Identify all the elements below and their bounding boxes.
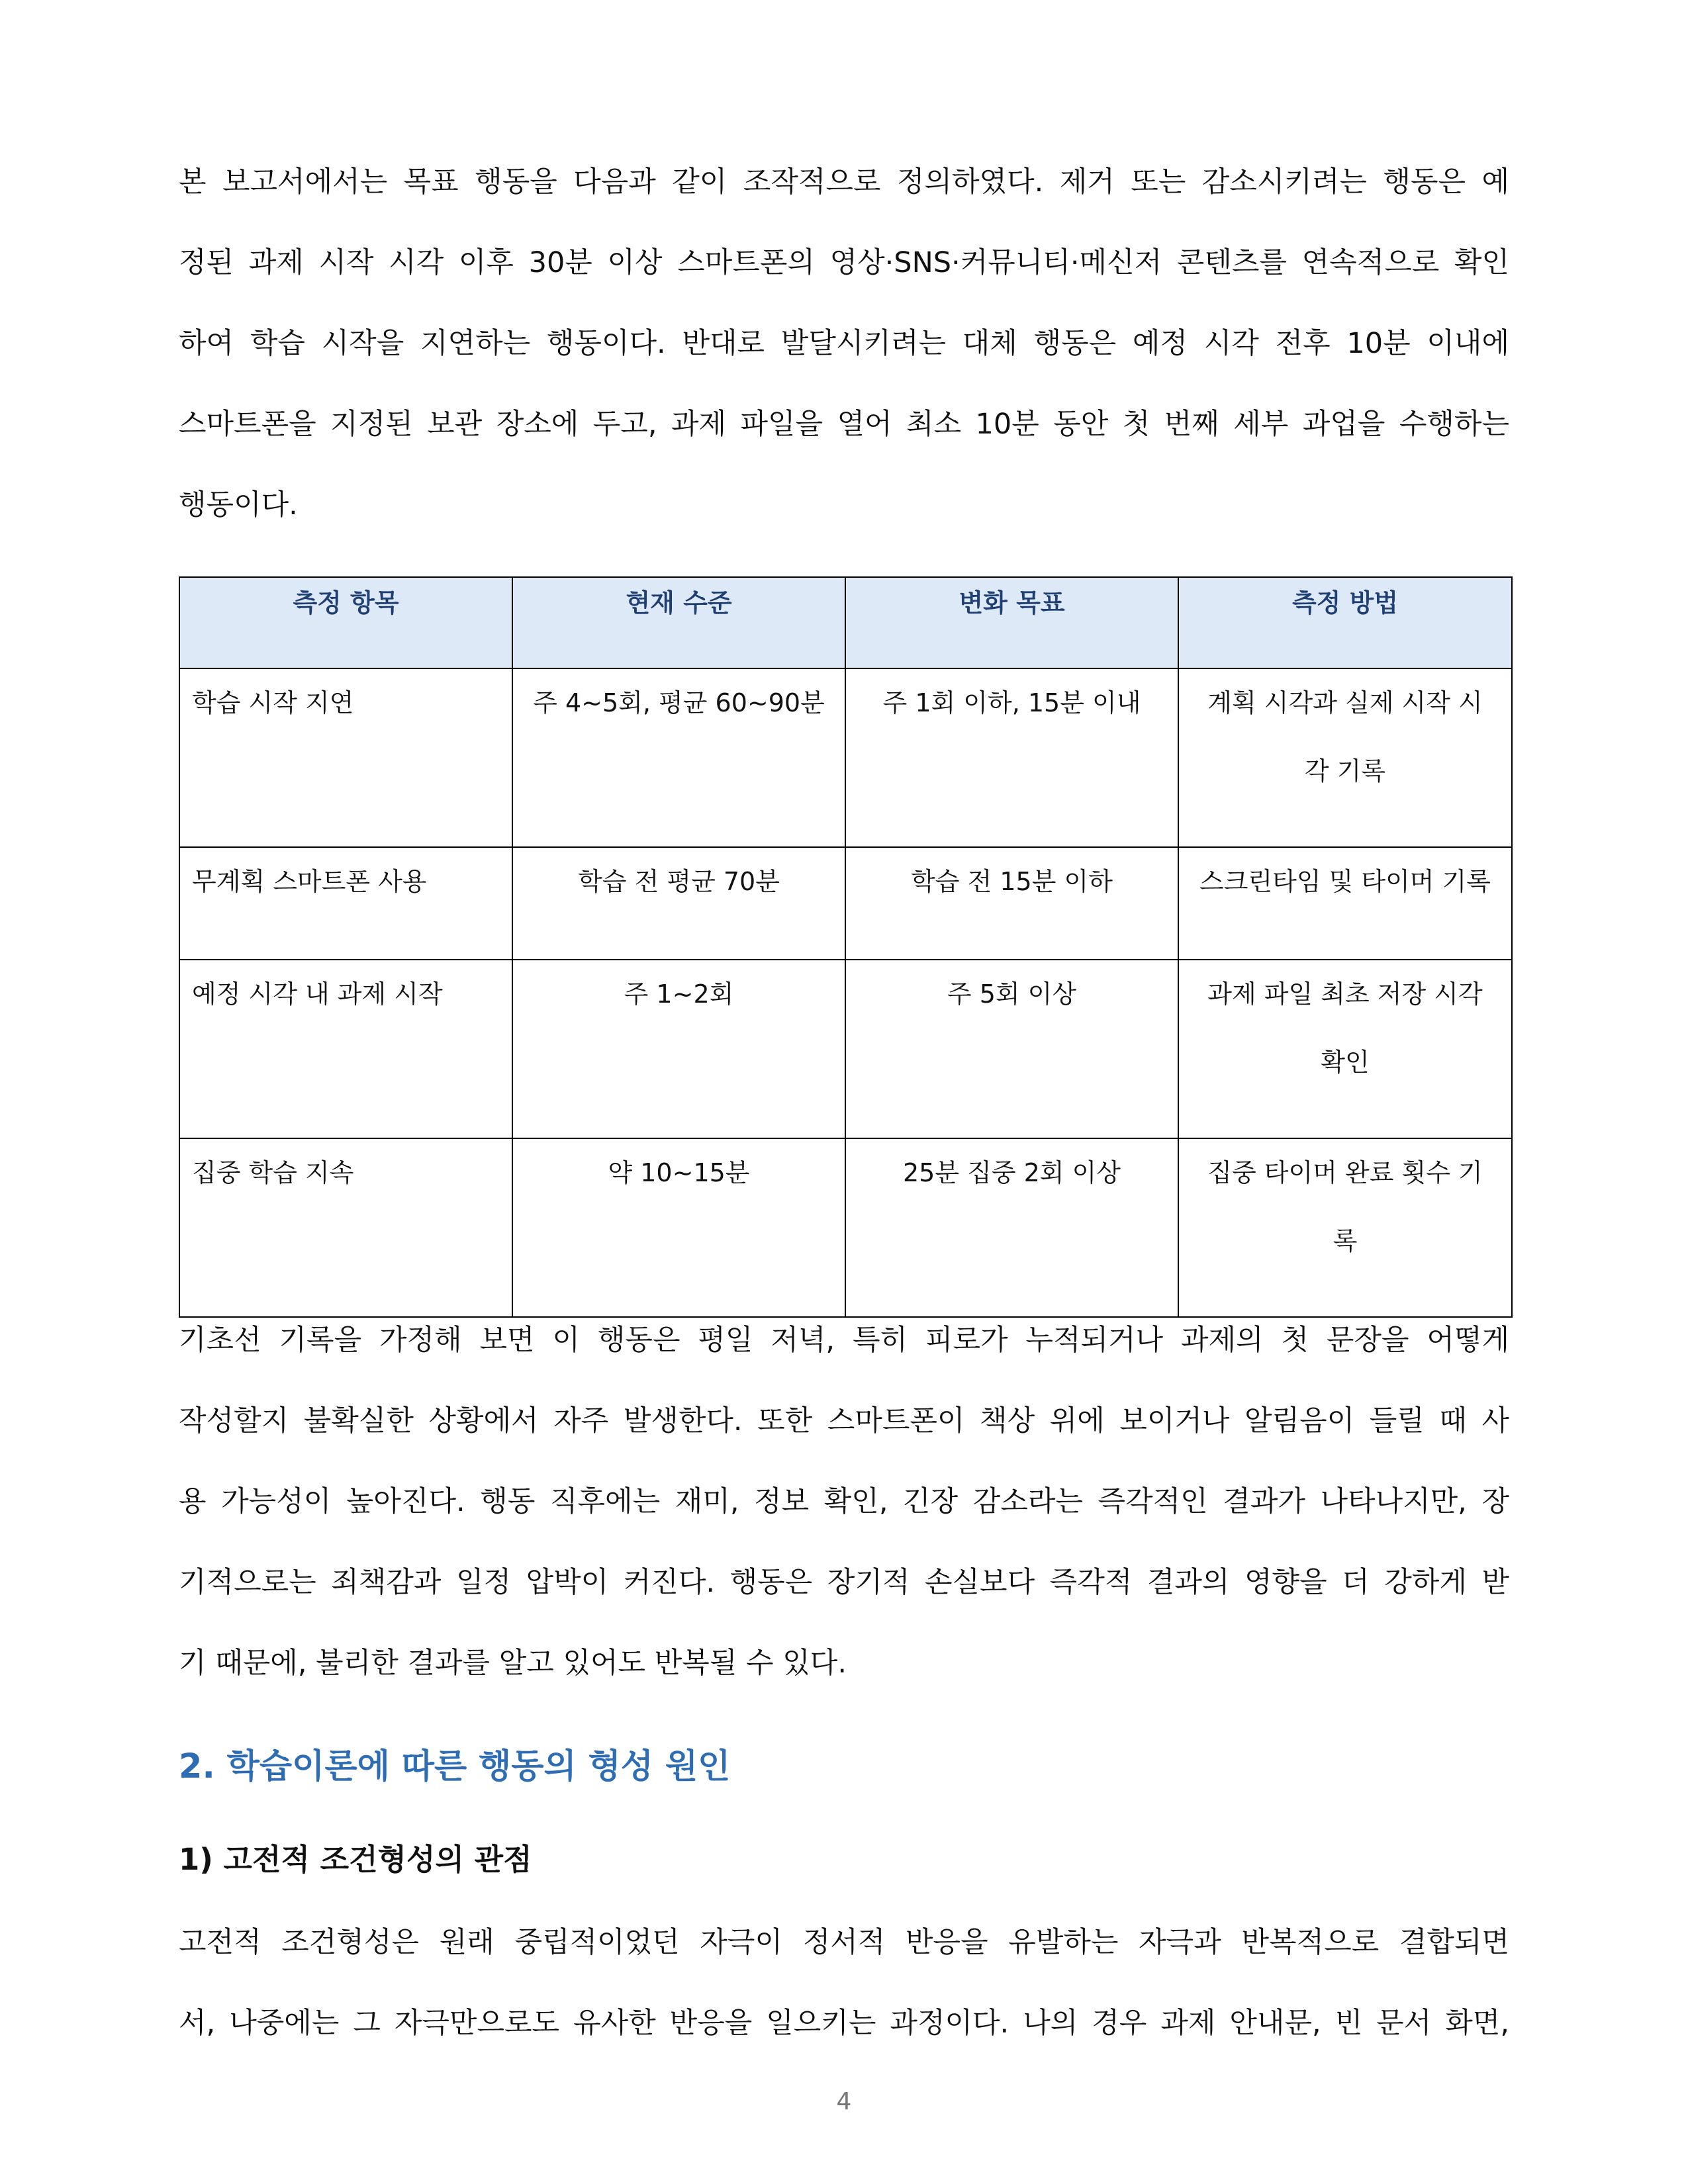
cell-line: 집중 타이머 완료 횟수 기	[1207, 1158, 1483, 1187]
cell-line: 확인	[1321, 1048, 1370, 1077]
table-cell: 예정 시각 내 과제 시작	[179, 960, 512, 1138]
table-cell	[1178, 960, 1512, 1138]
table-cell: 학습 전 평균 70분	[512, 847, 845, 960]
table-cell: 학습 전 15분 이하	[845, 847, 1178, 960]
text-line: 하여 학습 시작을 지연하는 행동이다. 반대로 발달시키려는 대체 행동은 예정 시각 전후 10분 이내에	[179, 327, 1509, 360]
table-row	[179, 960, 1512, 1138]
table-cell: 주 1회 이하, 15분 이내	[845, 668, 1178, 847]
text-line: 기적으로는 죄책감과 일정 압박이 커진다. 행동은 장기적 손실보다 즉각적 결과의 영향을 더 강하게 받	[179, 1566, 1509, 1599]
text-line: 고전적 조건형성은 원래 중립적이었던 자극이 정서적 반응을 유발하는 자극과 반복적으로 결합되면	[179, 1926, 1509, 1959]
table-cell: 약 10~15분	[512, 1138, 845, 1317]
cell-line: 계획 시각과 실제 시작 시	[1207, 688, 1483, 717]
table-cell	[1178, 847, 1512, 960]
table-cell	[1178, 668, 1512, 847]
table-cell: 집중 학습 지속	[179, 1138, 512, 1317]
measurement-table	[179, 576, 1513, 1318]
text-line: 작성할지 불확실한 상황에서 자주 발생한다. 또한 스마트폰이 책상 위에 보이거나 알림음이 들릴 때 사	[179, 1404, 1509, 1437]
table-cell: 주 5회 이상	[845, 960, 1178, 1138]
table-cell	[1178, 1138, 1512, 1317]
text-line: 서, 나중에는 그 자극만으로도 유사한 반응을 일으키는 과정이다. 나의 경우 과제 안내문, 빈 문서 화면,	[179, 2007, 1509, 2040]
table-row	[179, 668, 1512, 847]
table-row	[179, 847, 1512, 960]
section-heading: 2. 학습이론에 따른 행동의 형성 원인	[179, 1747, 731, 1786]
cell-line: 과제 파일 최초 저장 시각	[1207, 979, 1483, 1009]
column-header: 변화 목표	[845, 577, 1178, 668]
column-header: 측정 항목	[179, 577, 512, 668]
cell-line: 스크린타임 및 타이머 기록	[1199, 867, 1491, 896]
cell-line: 각 기록	[1304, 756, 1386, 786]
table-row	[179, 1138, 1512, 1317]
column-header: 측정 방법	[1178, 577, 1512, 668]
table-cell: 무계획 스마트폰 사용	[179, 847, 512, 960]
text-line: 정된 과제 시작 시각 이후 30분 이상 스마트폰의 영상·SNS·커뮤니티·메신저 콘텐츠를 연속적으로 확인	[179, 246, 1509, 279]
subsection-heading: 1) 고전적 조건형성의 관점	[179, 1842, 532, 1877]
column-header: 현재 수준	[512, 577, 845, 668]
table-cell: 주 1~2회	[512, 960, 845, 1138]
text-line: 본 보고서에서는 목표 행동을 다음과 같이 조작적으로 정의하였다. 제거 또는 감소시키려는 행동은 예	[179, 165, 1509, 199]
page-number: 4	[836, 2088, 852, 2115]
table-cell: 25분 집중 2회 이상	[845, 1138, 1178, 1317]
text-line: 행동이다.	[179, 488, 298, 522]
text-line: 기 때문에, 불리한 결과를 알고 있어도 반복될 수 있다.	[179, 1647, 847, 1680]
text-line: 용 가능성이 높아진다. 행동 직후에는 재미, 정보 확인, 긴장 감소라는 즉각적인 결과가 나타나지만, 장	[179, 1485, 1509, 1518]
text-line: 스마트폰을 지정된 보관 장소에 두고, 과제 파일을 열어 최소 10분 동안 첫 번째 세부 과업을 수행하는	[179, 408, 1509, 441]
cell-line: 록	[1333, 1226, 1358, 1255]
table-cell: 주 4~5회, 평균 60~90분	[512, 668, 845, 847]
table-cell: 학습 시작 지연	[179, 668, 512, 847]
text-line: 기초선 기록을 가정해 보면 이 행동은 평일 저녁, 특히 피로가 누적되거나 과제의 첫 문장을 어떻게	[179, 1324, 1509, 1357]
table-header-row	[179, 577, 1512, 668]
